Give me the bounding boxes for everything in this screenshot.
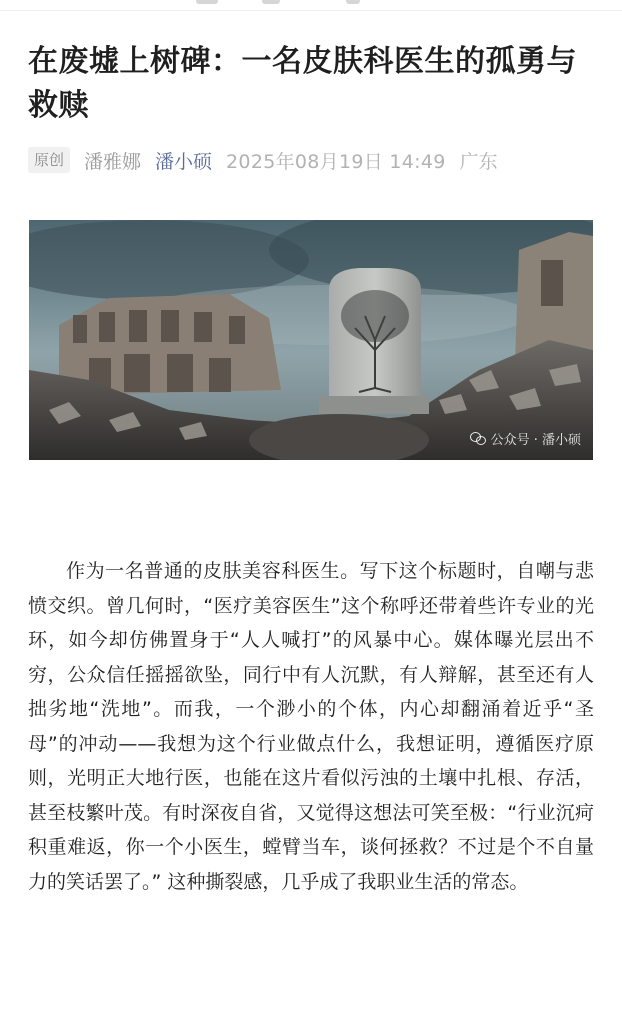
- top-status-strip: [0, 0, 622, 11]
- image-watermark: [470, 429, 581, 448]
- ruins-tombstone-illustration: [29, 220, 593, 460]
- article-title: 在废墟上树碑：一名皮肤科医生的孤勇与救赎: [28, 44, 577, 123]
- publish-location: 广东: [459, 150, 498, 173]
- original-badge: 原创: [28, 147, 70, 173]
- publish-date: 2025年08月19日 14:49: [226, 150, 446, 173]
- wechat-icon: [470, 432, 486, 445]
- clipped-header-fragment: [346, 0, 360, 4]
- account-link[interactable]: 潘小硕: [155, 150, 213, 173]
- clipped-header-fragment: [262, 0, 280, 4]
- author-name: 潘雅娜: [84, 150, 142, 173]
- clipped-header-fragment: [196, 0, 218, 4]
- watermark-text: 公众号 · 潘小硕: [490, 433, 581, 448]
- hero-image[interactable]: [29, 220, 593, 460]
- article-paragraph: 作为一名普通的皮肤美容科医生。写下这个标题时，自嘲与悲愤交织。曾几何时，“医疗美容医生”这个称呼还带着些许专业的光环，如今却仿佛置身于“人人喊打”的风暴中心。媒体曝光层出不穷，公众信任摇摇欲坠，同行中有人沉默，有人辩解，甚至还有人拙劣地“洗地”。而我，一个渺小的个体，内心却翻涌着近乎“圣母”的冲动——我想为这个行业做点什么，我想证明，遵循医疗原则，光明正大地行医，也能在这片看似污浊的土壤中扎根、存活，甚至枝繁叶茂。有时深夜自省，又觉得这想法可笑至极：“行业沉疴积重难返，你一个小医生，螳臂当车，谈何拯救？不过是个不自量力的笑话罢了。” 这种撕裂感，几乎成了我职业生活的常态。: [28, 560, 594, 893]
- article-meta: [28, 144, 498, 176]
